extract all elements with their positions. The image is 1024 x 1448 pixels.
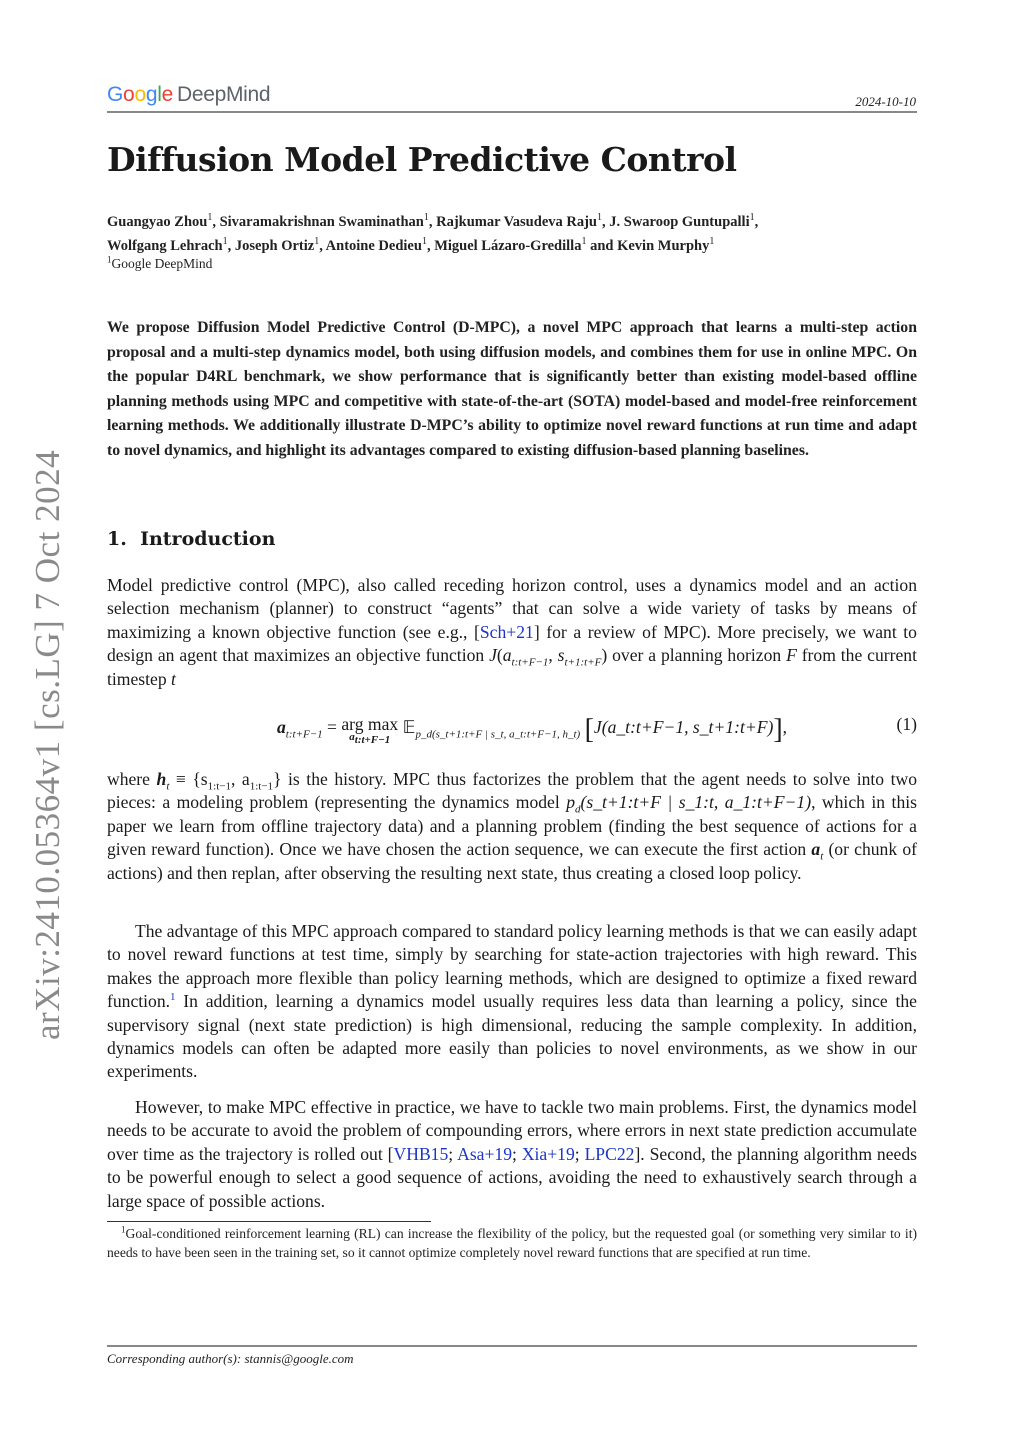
text: Model predictive control (MPC), also called receding horizon control, uses a dynamics model and an action selection mechanism (planner) to construct “agents” that can solve a wide variety of tasks by means of maximizing a known objective function (see e.g., [	[107, 575, 917, 642]
logo-letter: o	[134, 83, 146, 106]
paragraph-2	[107, 768, 917, 885]
paragraph-1	[107, 574, 917, 691]
footnote-text: Goal-conditioned reinforcement learning (RL) can increase the flexibility of the policy, but the requested goal (or something very similar to it) needs to have been seen in the training set, so it cannot optimize completely novel reward functions that are specified at run time.	[107, 1226, 917, 1260]
affiliation-mark: 1	[597, 212, 602, 224]
separator: ,	[428, 214, 437, 230]
citation-link[interactable]: VHB15	[393, 1143, 449, 1164]
logo-letter: e	[161, 83, 173, 106]
text: The advantage of this MPC approach compared to standard policy learning methods is that we can easily adapt to novel reward functions at test time, simply by searching for state-action trajectories with high reward. This makes the approach more flexible than policy learning methods, which are designed to optimize a fixed reward function.	[107, 921, 917, 1012]
citation-link[interactable]: Asa+19	[457, 1143, 513, 1164]
affiliation-mark: 1	[314, 236, 320, 248]
separator: ,	[426, 238, 435, 254]
affiliation	[107, 256, 212, 272]
affiliation-mark: 1	[421, 236, 427, 248]
math: arg max	[341, 714, 399, 734]
text: ]. Second, the planning algorithm needs to be powerful enough to select a good sequence of actions, avoiding the need to exhaustively search through a large space of possible actions.	[107, 1143, 917, 1211]
math: J	[593, 717, 602, 737]
equation-number: (1)	[896, 714, 917, 734]
author: Joseph Ortiz	[234, 238, 315, 254]
math: a	[277, 717, 286, 737]
separator: ,	[212, 214, 220, 230]
math: p_d(s_t+1:t+F | s_t, a_t:t+F−1, h_t)	[415, 728, 581, 741]
author: Rajkumar Vasudeva Raju	[436, 214, 597, 230]
logo-letter: l	[157, 83, 162, 106]
paper-title: Diffusion Model Predictive Control	[107, 140, 737, 179]
footnote-mark: 1	[121, 1224, 126, 1235]
expectation-symbol: 𝔼	[402, 717, 416, 737]
math: a	[811, 839, 821, 860]
text: } is the history. MPC thus factorizes the problem that the agent needs to solve into two pieces: a modeling problem (representing the dynamics model	[107, 769, 917, 813]
math: (a_t:t+F−1, s_t+1:t+F)	[601, 717, 774, 737]
affiliation-name: Google DeepMind	[111, 256, 213, 271]
math: t:t+F−1	[511, 656, 549, 669]
math: p	[566, 792, 576, 813]
text: ;	[512, 1143, 522, 1164]
math: 1:t−1	[207, 780, 231, 793]
logo-letter: o	[123, 83, 135, 106]
affiliation-mark: 1	[423, 212, 429, 224]
logo-letter: g	[145, 83, 158, 106]
author: J. Swaroop Guntupalli	[609, 214, 750, 230]
text: where	[107, 769, 157, 789]
separator: ,	[227, 238, 235, 254]
text: (or chunk of actions) and then replan, after observing the resulting next state, thus creating a closed loop policy.	[107, 839, 917, 883]
math: (s_t+1:t+F | s_1:t, a_1:t+F−1)	[580, 792, 812, 813]
text: ] for a review of MPC). More precisely, we want to design an agent that maximizes an objective function	[107, 621, 917, 666]
citation-link[interactable]: Sch+21	[479, 621, 534, 642]
math: [	[584, 714, 594, 745]
math: )	[601, 645, 608, 666]
paragraph-4	[107, 1096, 917, 1213]
math: ]	[773, 714, 783, 745]
abstract: We propose Diffusion Model Predictive Control (D-MPC), a novel MPC approach that learns a multi-step action proposal and a multi-step dynamics model, both using diffusion models, and combines them for use in online MPC. On the popular D4RL benchmark, we show performance that is significantly better than existing model-based offline planning methods using MPC and competitive with state-of-the-art (SOTA) model-based and model-free reinforcement learning methods. We additionally illustrate D-MPC’s ability to optimize novel reward functions at run time and adapt to novel dynamics, and highlight its advantages compared to existing diffusion-based planning baselines.	[107, 319, 917, 459]
math: t	[820, 850, 824, 863]
math: ≡ {s	[169, 769, 208, 789]
math: F	[786, 645, 797, 666]
text: over a planning horizon	[607, 645, 787, 666]
affiliation-mark: 1	[749, 212, 755, 224]
math: =	[322, 717, 342, 737]
separator: ,	[319, 238, 326, 254]
arxiv-stamp: arXiv:2410.05364v1 [cs.LG] 7 Oct 2024	[28, 449, 67, 1040]
author: Wolfgang Lehrach	[107, 238, 223, 254]
google-deepmind-logo	[107, 83, 270, 107]
math: s	[557, 645, 565, 666]
math: (	[496, 645, 503, 666]
section-heading	[107, 528, 275, 550]
author: Sivaramakrishnan Swaminathan	[219, 214, 424, 230]
text: However, to make MPC effective in practice, we have to tackle two main problems. First, the dynamics model needs to be accurate to avoid the problem of compounding errors, where errors in next state prediction accumulate over time as the trajectory is rolled out [	[107, 1097, 917, 1164]
math: d	[575, 803, 581, 816]
author: Kevin Murphy	[617, 238, 710, 254]
math: ,	[782, 717, 788, 737]
text: from the current timestep	[107, 645, 917, 689]
citation-link[interactable]: Xia+19	[521, 1143, 575, 1164]
logo-letter: G	[107, 83, 124, 106]
math: t:t+F−1	[354, 734, 391, 747]
header-rule	[107, 111, 917, 113]
author: Guangyao Zhou	[107, 214, 208, 230]
footer-rule	[107, 1345, 917, 1347]
equation-1	[107, 712, 917, 756]
text: In addition, learning a dynamics model usually requires less data than learning a policy, since the supervisory signal (next state prediction) is high dimensional, reducing the sample complexity. In addition, dynamics models can often be adapted more easily than policies to novel environments, as we show in our experiments.	[107, 991, 917, 1082]
math: t+1:t+F	[564, 656, 602, 669]
argmax-operator	[341, 714, 399, 747]
math: t:t+F−1	[285, 728, 323, 741]
affiliation-mark: 1	[107, 254, 112, 265]
math: a	[349, 731, 355, 743]
paragraph-3	[107, 920, 917, 1084]
citation-link[interactable]: LPC22	[584, 1143, 635, 1164]
affiliation-mark: 1	[207, 212, 213, 224]
affiliation-mark: 1	[581, 236, 587, 248]
text: ;	[574, 1143, 585, 1164]
math: h	[156, 769, 167, 789]
affiliation-mark: 1	[222, 236, 228, 248]
equation-body	[277, 714, 787, 746]
author: Miguel Lázaro-Gredilla	[434, 238, 582, 254]
math: J	[489, 645, 497, 666]
math: 1:t−1	[249, 780, 274, 793]
separator: ,	[754, 214, 759, 230]
separator: ,	[602, 214, 610, 230]
math: ,	[548, 645, 558, 666]
text: , which in this paper we learn from offline trajectory data) and a planning problem (finding the best sequence of actions for a given reward function). Once we have chosen the action sequence, we can execute the first action	[107, 792, 917, 860]
math: t	[171, 668, 176, 689]
section-title: Introduction	[140, 528, 276, 550]
math: a	[502, 645, 512, 666]
math: t	[166, 780, 170, 793]
author: Antoine Dedieu	[325, 238, 422, 254]
footnote-link[interactable]: 1	[170, 991, 176, 1004]
corresponding-author: Corresponding author(s): stannis@google.com	[107, 1351, 354, 1366]
separator: and	[586, 238, 618, 254]
section-number: 1.	[107, 528, 127, 550]
math: , a	[230, 769, 250, 789]
affiliation-mark: 1	[709, 236, 715, 248]
author-list	[107, 210, 917, 258]
footnote-rule	[107, 1221, 431, 1222]
footnote	[107, 1224, 917, 1262]
text: ;	[448, 1143, 458, 1164]
logo-brand: DeepMind	[176, 83, 271, 106]
publication-date: 2024-10-10	[855, 94, 916, 109]
